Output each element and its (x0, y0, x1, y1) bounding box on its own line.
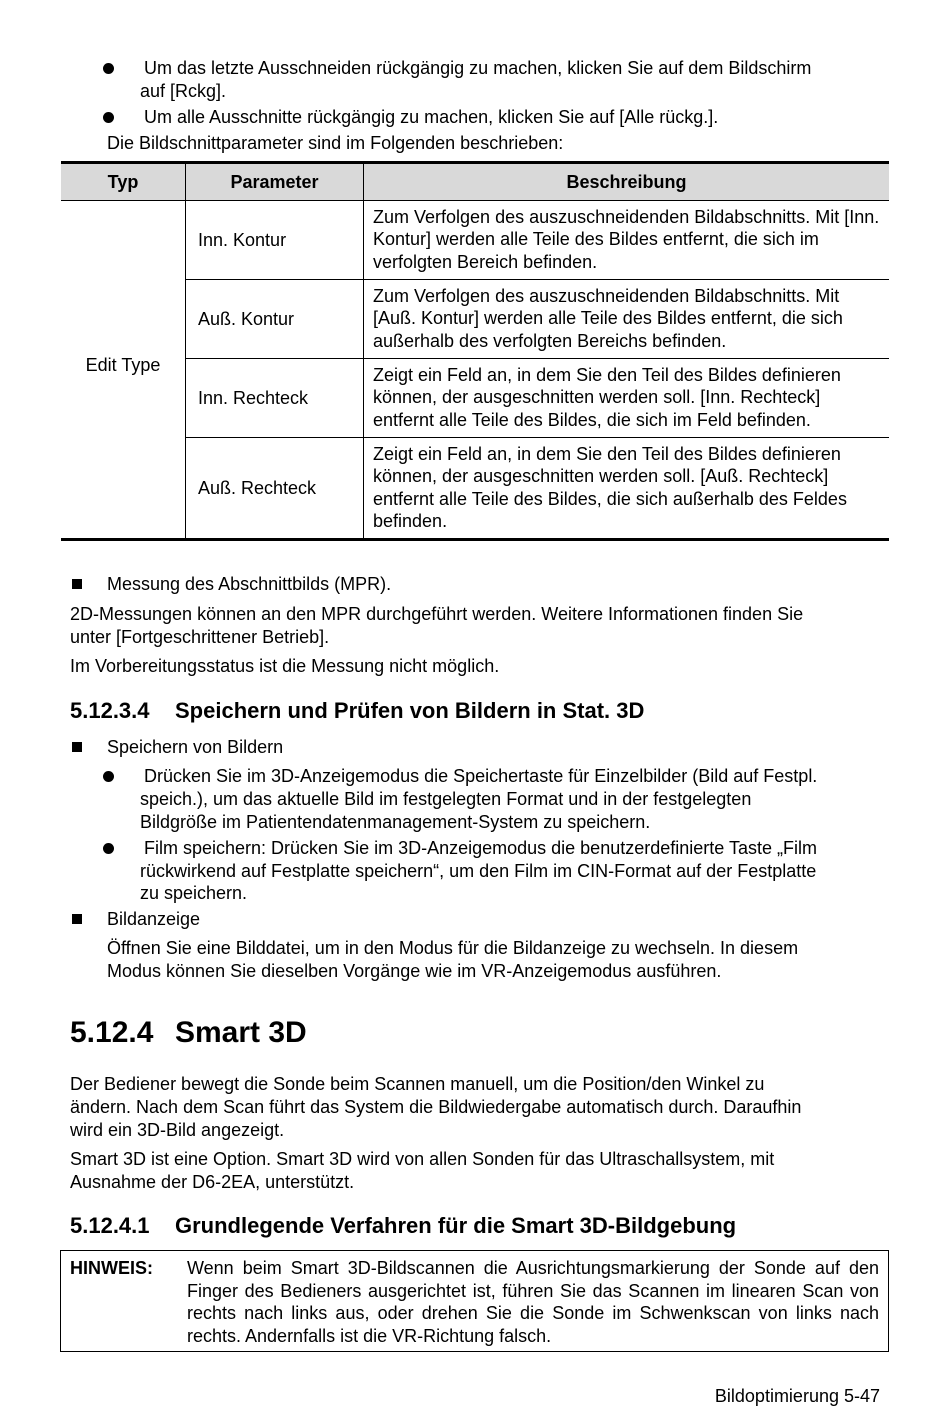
section-5-12-4-1-title: Grundlegende Verfahren für die Smart 3D-Bildgebung (175, 1213, 737, 1238)
bullet-dot (103, 843, 114, 854)
smart3d-para-1-line-1: Der Bediener bewegt die Sonde beim Scannen manuell, um die Position/den Winkel zu (70, 1074, 765, 1094)
section-5-12-3-4-number: 5.12.3.4 (70, 698, 150, 723)
bullet-square (72, 914, 82, 924)
save-bullet-2-line-2: rückwirkend auf Festplatte speichern“, um den Film im CIN-Format auf der Festplatte (140, 861, 817, 881)
smart3d-para-2-line-1: Smart 3D ist eine Option. Smart 3D wird von allen Sonden für das Ultraschallsystem, mit (70, 1149, 775, 1169)
smart3d-para-1-line-3: wird ein 3D-Bild angezeigt. (70, 1120, 285, 1140)
save-bullet-2-line-1: Film speichern: Drücken Sie im 3D-Anzeigemodus die benutzerdefinierte Taste „Film (144, 838, 817, 858)
desc-cell: Zum Verfolgen des auszuschneidenden Bildabschnitts. Mit [Inn. Kontur] werden alle Teile des Bildes entfernt, die sich im verfolgten Bereich befinden. (364, 201, 890, 280)
save-bullet-1-line-1: Drücken Sie im 3D-Anzeigemodus die Speichertaste für Einzelbilder (Bild auf Festpl. (144, 766, 818, 786)
param-cell: Auß. Kontur (186, 280, 364, 359)
save-heading: Speichern von Bildern (107, 737, 284, 757)
type-cell: Edit Type (61, 201, 186, 540)
table-header-row (61, 163, 889, 201)
header-typ: Typ (61, 163, 186, 201)
mpr-bullet: Messung des Abschnittbilds (MPR). (107, 574, 392, 594)
param-cell: Inn. Kontur (186, 201, 364, 280)
bullet-dot (103, 63, 114, 74)
table-row (61, 201, 889, 280)
section-5-12-3-4-title: Speichern und Prüfen von Bildern in Stat. 3D (175, 698, 645, 723)
note-text: Wenn beim Smart 3D-Bildscannen die Ausrichtungsmarkierung der Sonde auf den Finger des Bedieners ausgerichtet ist, führen Sie das Scannen im linearen Scan von rechts nach links aus, oder drehen Sie die Sonde im Schwenkscan von links nach rechts. Andernfalls ist die VR-Richtung falsch. (187, 1258, 879, 1346)
smart3d-para-2-line-2: Ausnahme der D6-2EA, unterstützt. (70, 1172, 355, 1192)
header-beschreibung: Beschreibung (364, 163, 890, 201)
view-line-1: Öffnen Sie eine Bilddatei, um in den Modus für die Bildanzeige zu wechseln. In diesem (107, 938, 799, 958)
intro-lead: Die Bildschnittparameter sind im Folgenden beschrieben: (107, 133, 564, 153)
bullet-dot (103, 112, 114, 123)
note-label: HINWEIS: (70, 1258, 153, 1278)
header-parameter: Parameter (186, 163, 364, 201)
intro-bullet-1-line-1: Um das letzte Ausschneiden rückgängig zu machen, klicken Sie auf dem Bildschirm (144, 58, 812, 78)
desc-cell: Zeigt ein Feld an, in dem Sie den Teil des Bildes definieren können, der ausgeschnitten werden soll. [Inn. Rechteck] entfernt alle Teile des Bildes, die sich im Feld befinden. (364, 359, 890, 438)
section-5-12-4-title: Smart 3D (175, 1016, 307, 1049)
mpr-para-1-line-2: unter [Fortgeschrittener Betrieb]. (70, 627, 330, 647)
bullet-square (72, 579, 82, 589)
section-5-12-4-1-number: 5.12.4.1 (70, 1213, 150, 1238)
intro-bullet-1-line-2: auf [Rckg]. (140, 81, 227, 101)
param-cell: Inn. Rechteck (186, 359, 364, 438)
view-heading: Bildanzeige (107, 909, 201, 929)
table-row (61, 280, 889, 359)
param-cell: Auß. Rechteck (186, 438, 364, 540)
bullet-dot (103, 771, 114, 782)
table-row (61, 359, 889, 438)
table-row (61, 438, 889, 540)
parameter-table (61, 161, 889, 541)
section-5-12-4-number: 5.12.4 (70, 1016, 154, 1049)
intro-bullet-2: Um alle Ausschnitte rückgängig zu machen, klicken Sie auf [Alle rückg.]. (144, 107, 719, 127)
note-box (60, 1250, 889, 1352)
page-footer: Bildoptimierung 5-47 (714, 1386, 880, 1406)
desc-cell: Zeigt ein Feld an, in dem Sie den Teil des Bildes definieren können, der ausgeschnitten werden soll. [Auß. Rechteck] entfernt alle Teile des Bildes, die sich außerhalb des Feldes befinden. (364, 438, 890, 540)
save-bullet-1-line-2: speich.), um das aktuelle Bild im festgelegten Format und in der festgelegten (140, 789, 752, 809)
mpr-para-1-line-1: 2D-Messungen können an den MPR durchgeführt werden. Weitere Informationen finden Sie (70, 604, 804, 624)
bullet-square (72, 742, 82, 752)
mpr-para-2: Im Vorbereitungsstatus ist die Messung nicht möglich. (70, 656, 500, 676)
view-line-2: Modus können Sie dieselben Vorgänge wie im VR-Anzeigemodus ausführen. (107, 961, 722, 981)
save-bullet-1-line-3: Bildgröße im Patientendatenmanagement-System zu speichern. (140, 812, 651, 832)
save-bullet-2-line-3: zu speichern. (140, 883, 248, 903)
desc-cell: Zum Verfolgen des auszuschneidenden Bildabschnitts. Mit [Auß. Kontur] werden alle Teile des Bildes entfernt, die sich außerhalb des verfolgten Bereichs befinden. (364, 280, 890, 359)
smart3d-para-1-line-2: ändern. Nach dem Scan führt das System die Bildwiedergabe automatisch durch. Daraufhin (70, 1097, 802, 1117)
